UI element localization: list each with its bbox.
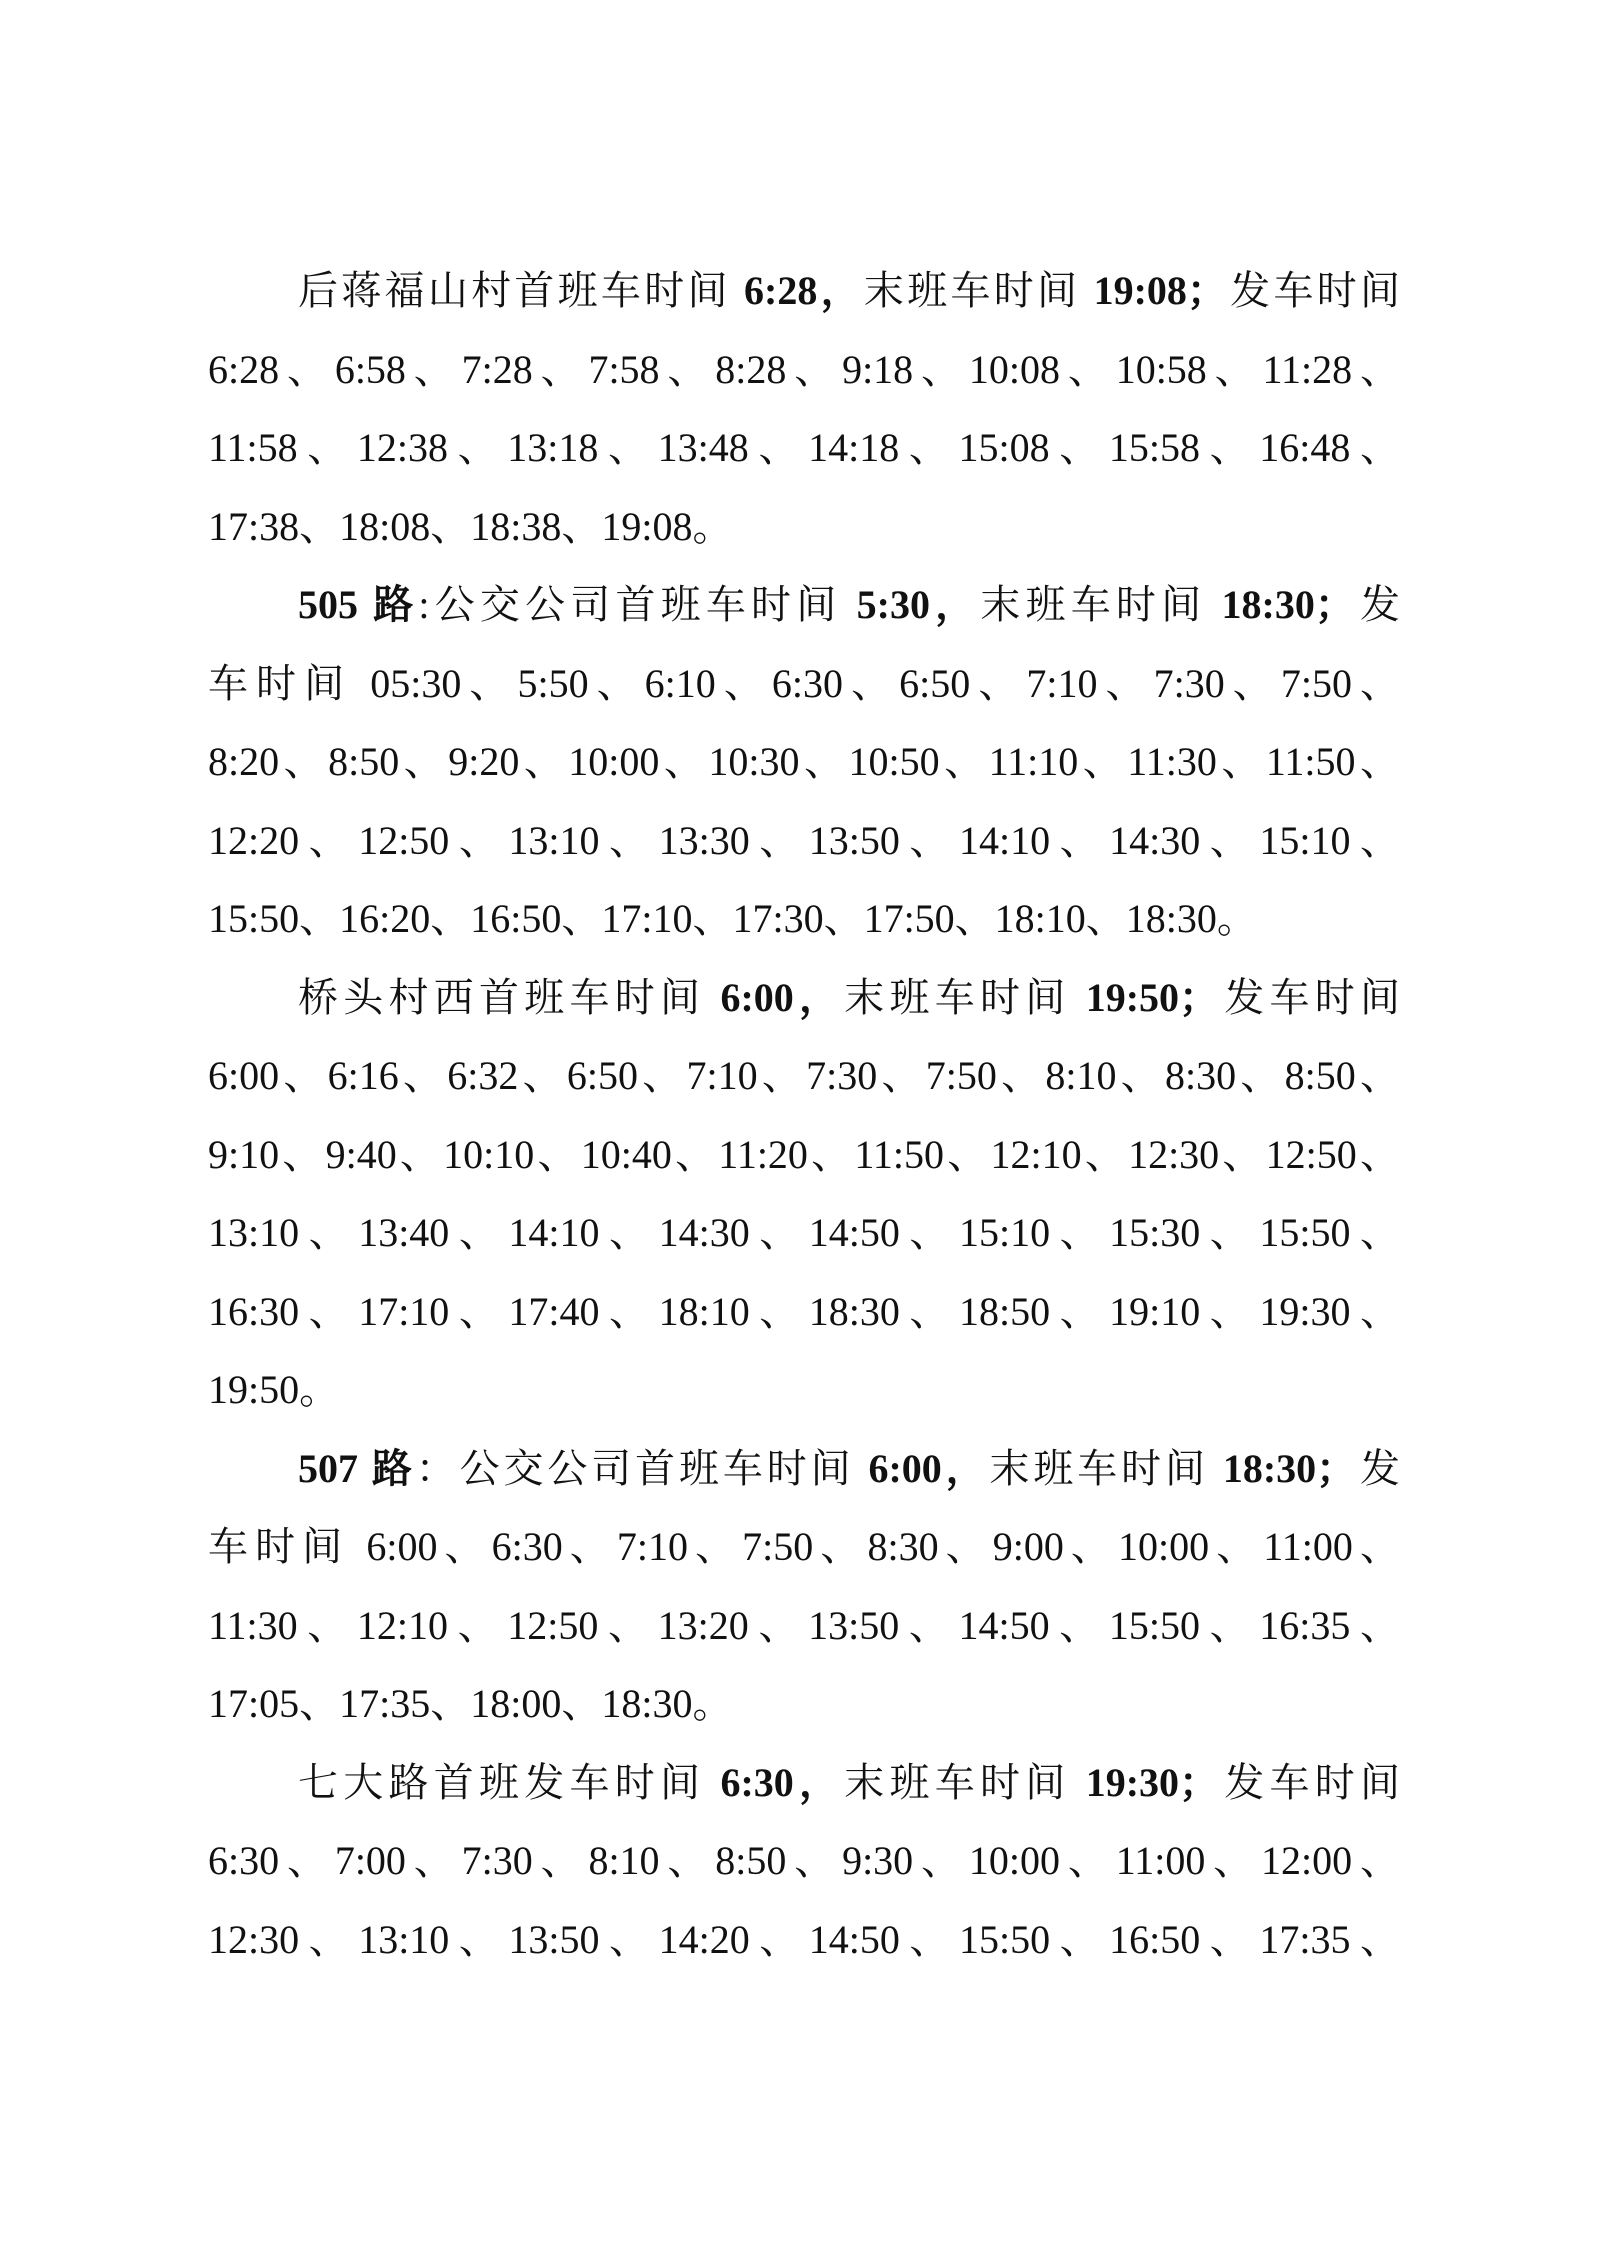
heading-suffix: 发车时间: [1219, 1759, 1401, 1805]
departure-times-line: 6:30、7:00、7:30、8:10、8:50、9:30、10:00、11:00、12:00、: [208, 1838, 1400, 1883]
last-bus-time: 19:50；: [1085, 974, 1220, 1020]
heading-prefix: 桥头村西首班车时间: [298, 974, 721, 1020]
heading-suffix: 发车时间: [1219, 974, 1401, 1020]
departure-times-line: 11:58、12:38、13:18、13:48、14:18、15:08、15:58、16:48、: [208, 425, 1400, 470]
heading-prefix: 七大路首班发车时间: [298, 1759, 721, 1805]
route-number: 507 路: [298, 1445, 416, 1491]
route-qida-road: [208, 1744, 1400, 1980]
departure-times-line: 9:10、9:40、10:10、10:40、11:20、11:50、12:10、12:30、12:50、: [208, 1131, 1400, 1177]
departure-times-line: 13:10、13:40、14:10、14:30、14:50、15:10、15:30、15:50、: [208, 1210, 1400, 1255]
departure-times-line: 6:00、6:16、6:32、6:50、7:10、7:30、7:50、8:10、8:30、8:50、: [208, 1053, 1400, 1098]
route-505: [208, 566, 1400, 959]
route-heading-line: [208, 566, 1400, 645]
heading-middle: 末班车时间: [863, 268, 1094, 313]
heading-middle: 末班车时间: [844, 1759, 1086, 1805]
departure-times-line: 17:38、18:08、18:38、19:08。: [208, 503, 733, 549]
departure-times-line: 17:05、17:35、18:00、18:30。: [208, 1681, 733, 1726]
departure-times-line: 15:50、16:20、16:50、17:10、17:30、17:50、18:10、18:30。: [208, 896, 1257, 941]
route-heading-line: [208, 252, 1400, 331]
departure-times-line: 车时间 05:30、5:50、6:10、6:30、6:50、7:10、7:30、7:50、: [208, 660, 1400, 706]
departure-times-line: 12:30、13:10、13:50、14:20、14:50、15:50、16:50、17:35、: [208, 1916, 1400, 1962]
last-bus-time: 18:30；: [1222, 1445, 1357, 1491]
heading-suffix: 发: [1356, 1445, 1401, 1491]
heading-prefix: :公交公司首班车时间: [418, 582, 857, 627]
last-bus-time: 18:30；: [1221, 582, 1355, 627]
first-bus-time: 6:00，: [720, 974, 845, 1020]
departure-times-line: 6:28、6:58、7:28、7:58、8:28、9:18、10:08、10:58、11:28、: [208, 346, 1400, 392]
departure-times-line: 8:20、8:50、9:20、10:00、10:30、10:50、11:10、11:30、11:50、: [208, 739, 1400, 784]
last-bus-time: 19:30；: [1085, 1759, 1220, 1805]
route-heading-line: [208, 1430, 1400, 1509]
first-bus-time: 6:30，: [720, 1759, 845, 1805]
departure-times-line: 19:50。: [208, 1367, 340, 1412]
departure-times-line: 16:30、17:10、17:40、18:10、18:30、18:50、19:10、19:30、: [208, 1288, 1400, 1334]
departure-times-line: 车时间 6:00、6:30、7:10、7:50、8:30、9:00、10:00、11:00、: [208, 1524, 1400, 1569]
departure-times-line: 11:30、12:10、12:50、13:20、13:50、14:50、15:50、16:35、: [208, 1602, 1400, 1648]
first-bus-time: 6:00，: [868, 1445, 990, 1491]
route-qiaotou-village-west: [208, 959, 1400, 1430]
heading-suffix: 发车时间: [1226, 268, 1401, 313]
route-number: 505 路: [298, 582, 419, 627]
heading-middle: 末班车时间: [844, 974, 1086, 1020]
route-507: [208, 1430, 1400, 1744]
route-houjiang-fushan-village: [208, 252, 1400, 566]
heading-middle: 末班车时间: [989, 1445, 1223, 1491]
heading-prefix: 后蒋福山村首班车时间: [298, 268, 745, 313]
route-heading-line: [208, 1744, 1400, 1823]
departure-times-line: 12:20、12:50、13:10、13:30、13:50、14:10、14:30、15:10、: [208, 817, 1400, 863]
route-heading-line: [208, 959, 1400, 1038]
first-bus-time: 5:30，: [856, 582, 981, 627]
heading-middle: 末班车时间: [980, 582, 1222, 627]
bus-schedule-text: [208, 252, 1400, 1979]
heading-prefix: ：公交公司首班车时间: [415, 1445, 869, 1491]
first-bus-time: 6:28，: [744, 268, 864, 313]
last-bus-time: 19:08；: [1093, 268, 1227, 313]
heading-suffix: 发: [1354, 582, 1401, 627]
